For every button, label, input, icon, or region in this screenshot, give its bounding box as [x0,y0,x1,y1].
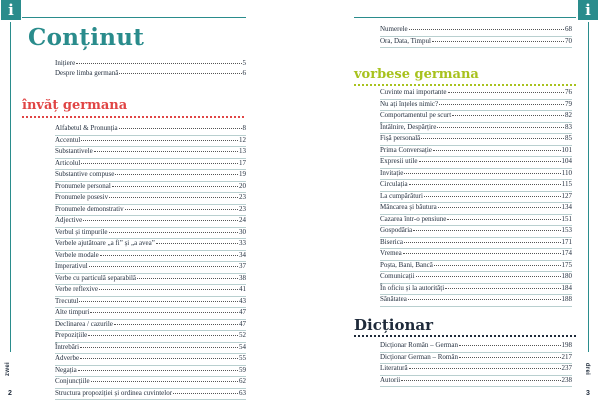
dot-leader [81,140,238,141]
toc-entry-title: Prima Conversație [380,145,432,154]
section-rule-vorbese [354,84,576,86]
toc-entry [380,111,572,123]
toc-entry-page: 23 [239,193,246,201]
toc-entry-title: Alfabetul & Pronunția [55,124,118,132]
toc-entry [380,180,572,192]
toc-entry [380,226,572,238]
dot-leader [173,393,238,394]
dot-leader [99,289,238,290]
toc-entry-page: 38 [239,273,246,282]
toc-entry-page: 237 [561,364,572,372]
section-rule-dictionar [354,335,576,337]
side-label: drei [584,362,591,376]
toc-entry [380,376,572,388]
dot-leader [409,184,561,185]
toc-entry-page: 52 [239,331,246,339]
toc-entry-title: Verbe reflexive [55,285,98,293]
toc-entry-page: 127 [561,191,572,200]
toc-entry-title: Verbele modale [55,250,99,259]
toc-entry [380,353,572,365]
section-title-vorbese: vorbese germana [354,67,479,82]
toc-entry-title: Biserica [380,237,403,246]
toc-entry [55,377,246,389]
dot-leader [76,63,241,64]
toc-entry [55,285,246,297]
toc-entry-title: Verbele ajutătoare „a fi” și „a avea” [55,239,155,247]
toc-entry-title: Inițiere [55,59,76,67]
dot-leader [401,380,560,381]
toc-entry-page: 34 [239,250,246,259]
toc-entry-title: Declinarea / cazurile [55,319,113,328]
vorbese-toc [380,88,572,307]
dot-leader [447,219,560,220]
toc-entry-title: Mâncarea și băutura [380,203,437,211]
toc-entry [380,238,572,250]
toc-entry [55,239,246,251]
dot-leader [459,345,561,346]
toc-entry [380,25,572,37]
toc-entry [380,341,572,353]
dot-leader [83,220,238,221]
toc-entry-page: 59 [239,365,246,374]
toc-entry [55,389,246,401]
dot-leader [137,278,238,279]
toc-entry-title: Autorii [380,375,401,384]
side-rule [588,22,589,352]
toc-entry-page: 47 [239,308,246,316]
toc-entry-page: 238 [561,375,572,384]
dot-leader [413,230,560,231]
section-title-invat: învăț germana [22,98,128,113]
toc-entry [380,192,572,204]
toc-entry [55,170,246,182]
side-label: zwei [4,362,11,376]
toc-entry [55,205,246,217]
toc-entry-title: Conjuncțiile [55,377,90,385]
toc-entry-page: 76 [565,88,572,96]
toc-entry-title: Substantivele [55,147,93,155]
toc-entry-page: 171 [561,237,572,246]
toc-entry-title: Literatură [380,364,408,372]
dot-leader [125,209,238,210]
toc-entry-page: 5 [242,59,246,67]
toc-entry-page: 63 [239,388,246,397]
toc-entry-title: Numerele [380,25,408,33]
toc-entry [55,159,246,171]
toc-entry-title: Substantive compuse [55,170,115,178]
toc-entry-page: 33 [239,239,246,247]
toc-entry-title: Cuvinte mai importante [380,88,447,96]
toc-entry [55,343,246,355]
toc-entry-title: Alte timpuri [55,308,90,316]
toc-entry-title: Adverbe [55,354,80,362]
dot-leader [438,207,561,208]
dot-leader [114,324,238,325]
toc-entry [55,228,246,240]
toc-entry-title: Invitație [380,168,404,177]
toc-entry [55,308,246,320]
dot-leader [90,312,238,313]
toc-entry [55,354,246,366]
toc-entry-page: 24 [239,216,246,224]
toc-entry-title: Pronumele personal [55,181,111,190]
toc-entry-title: Accentul [55,135,81,144]
dot-leader [452,115,564,116]
dot-leader [439,104,564,105]
toc-entry-title: Cazarea într-o pensiune [380,214,447,223]
toc-entry [380,146,572,158]
top-toc [380,25,572,48]
dot-leader [424,196,561,197]
toc-entry [380,295,572,307]
top-rule [22,17,246,18]
page-number: 3 [586,390,590,397]
toc-entry-page: 134 [561,203,572,211]
dot-leader [408,299,561,300]
dot-leader [437,127,564,128]
toc-entry [380,261,572,273]
dot-leader [409,368,561,369]
toc-entry-title: Pronumele demonstrativ [55,204,124,213]
dot-leader [433,150,561,151]
toc-entry-page: 79 [565,99,572,108]
toc-entry-title: Articolul [55,158,81,167]
toc-entry-page: 17 [239,158,246,167]
dot-leader [79,301,238,302]
toc-entry-title: Circulația [380,180,408,188]
toc-entry [380,134,572,146]
toc-entry-title: În oficiu și la autorități [380,283,445,292]
toc-entry [55,366,246,378]
toc-entry-title: Dicționar German – Român [380,352,458,361]
toc-entry-page: 110 [561,168,572,177]
dot-leader [416,276,561,277]
toc-entry-page: 175 [561,260,572,269]
toc-entry-page: 47 [239,319,246,328]
toc-entry-page: 12 [239,135,246,144]
toc-entry-page: 13 [239,147,246,155]
toc-entry-title: Despre limba germană [55,69,119,77]
toc-entry [380,203,572,215]
toc-entry-page: 101 [561,145,572,154]
toc-entry-page: 188 [561,295,572,303]
side-rule [10,22,11,352]
toc-entry [380,88,572,100]
toc-entry-title: Întâlnire, Despărțire [380,122,437,131]
dot-leader [432,41,564,42]
toc-entry-page: 30 [239,227,246,236]
toc-entry [55,331,246,343]
toc-entry-title: Comunicații [380,272,415,280]
toc-entry-title: Imperativul [55,262,88,270]
dot-leader [403,253,561,254]
toc-entry-title: Verbul și timpurile [55,227,108,236]
dot-leader [109,232,239,233]
toc-entry-page: 37 [239,262,246,270]
toc-entry-title: Expresii utile [380,157,418,165]
section-title-dictionar: Dicționar [354,316,433,334]
toc-entry-page: 20 [239,181,246,190]
toc-entry [380,215,572,227]
toc-entry-title: Dicționar Român – German [380,341,458,349]
dot-leader [78,370,238,371]
toc-entry [55,251,246,263]
toc-entry [55,297,246,309]
toc-entry-title: Comportamentul pe scurt [380,111,452,119]
toc-entry [55,182,246,194]
page-number: 2 [8,390,12,397]
toc-entry-title: Adjective [55,216,83,224]
toc-entry-page: 174 [561,249,572,257]
toc-entry-page: 115 [561,180,572,188]
dot-leader [112,186,238,187]
info-tab-icon: i [578,0,598,20]
toc-entry-title: Fișă personală [380,134,421,142]
toc-entry [380,123,572,135]
dot-leader [94,151,238,152]
dot-leader [119,73,241,74]
toc-entry [55,216,246,228]
dot-leader [100,255,238,256]
toc-entry-page: 153 [561,226,572,234]
toc-entry [55,147,246,159]
intro-toc [55,59,246,79]
invat-toc [55,124,246,400]
dot-leader [419,161,561,162]
toc-entry [380,157,572,169]
toc-entry [380,37,572,49]
dot-leader [89,266,238,267]
toc-entry-title: Sănătatea [380,295,407,303]
toc-entry [380,100,572,112]
toc-entry-title: Structura propoziției și ordinea cuvintelor [55,388,173,397]
dot-leader [421,138,564,139]
toc-entry-title: Poșta, Bani, Bancă [380,260,433,269]
toc-entry-page: 19 [239,170,246,178]
toc-entry-page: 6 [242,69,246,77]
toc-entry-page: 217 [561,352,572,361]
toc-entry-title: Nu ați înțeles nimic? [380,99,439,108]
toc-entry-page: 184 [561,283,572,292]
dot-leader [445,288,560,289]
toc-entry [380,249,572,261]
toc-entry-page: 83 [565,122,572,131]
toc-entry-page: 198 [561,341,572,349]
toc-entry-title: La cumpărături [380,191,423,200]
toc-entry-page: 8 [242,124,246,132]
dot-leader [88,335,238,336]
info-tab-icon: i [1,0,21,20]
toc-entry-title: Negația [55,365,77,374]
toc-entry-page: 23 [239,204,246,213]
dot-leader [80,358,238,359]
dot-leader [156,243,238,244]
toc-entry-page: 180 [561,272,572,280]
toc-entry-title: Trecutul [55,296,79,305]
toc-entry [380,284,572,296]
toc-entry-page: 104 [561,157,572,165]
toc-entry-title: Gospodăria [380,226,413,234]
toc-entry [55,136,246,148]
toc-entry-title: Întrebări [55,342,80,351]
section-rule-invat [22,116,244,118]
toc-entry [55,320,246,332]
toc-entry [55,69,246,79]
toc-entry [55,274,246,286]
dot-leader [115,174,238,175]
toc-entry [55,193,246,205]
dot-leader [404,173,560,174]
toc-entry-page: 70 [565,36,572,45]
dot-leader [459,357,561,358]
dot-leader [404,242,561,243]
dot-leader [448,92,565,93]
top-rule [354,17,576,18]
dot-leader [119,128,242,129]
toc-entry [380,364,572,376]
toc-entry-page: 62 [239,377,246,385]
toc-entry-page: 68 [565,25,572,33]
toc-entry [55,59,246,69]
dot-leader [81,163,238,164]
toc-entry [55,124,246,136]
toc-entry [55,262,246,274]
toc-entry [380,272,572,284]
toc-entry-page: 82 [565,111,572,119]
toc-entry-page: 54 [239,342,246,351]
page-title: Conținut [28,24,145,51]
toc-entry-page: 85 [565,134,572,142]
dictionar-toc [380,341,572,387]
toc-entry-title: Vremea [380,249,402,257]
toc-entry-title: Verbe cu particulă separabilă [55,273,137,282]
dot-leader [109,197,238,198]
dot-leader [409,29,564,30]
toc-entry-page: 43 [239,296,246,305]
dot-leader [434,265,561,266]
toc-entry-page: 151 [561,214,572,223]
toc-entry-title: Ora, Data, Timpul [380,36,431,45]
toc-entry-title: Pronumele posesiv [55,193,109,201]
toc-entry-page: 41 [239,285,246,293]
toc-entry-title: Prepozițiile [55,331,88,339]
toc-entry [380,169,572,181]
dot-leader [80,347,238,348]
toc-entry-page: 55 [239,354,246,362]
dot-leader [91,381,238,382]
